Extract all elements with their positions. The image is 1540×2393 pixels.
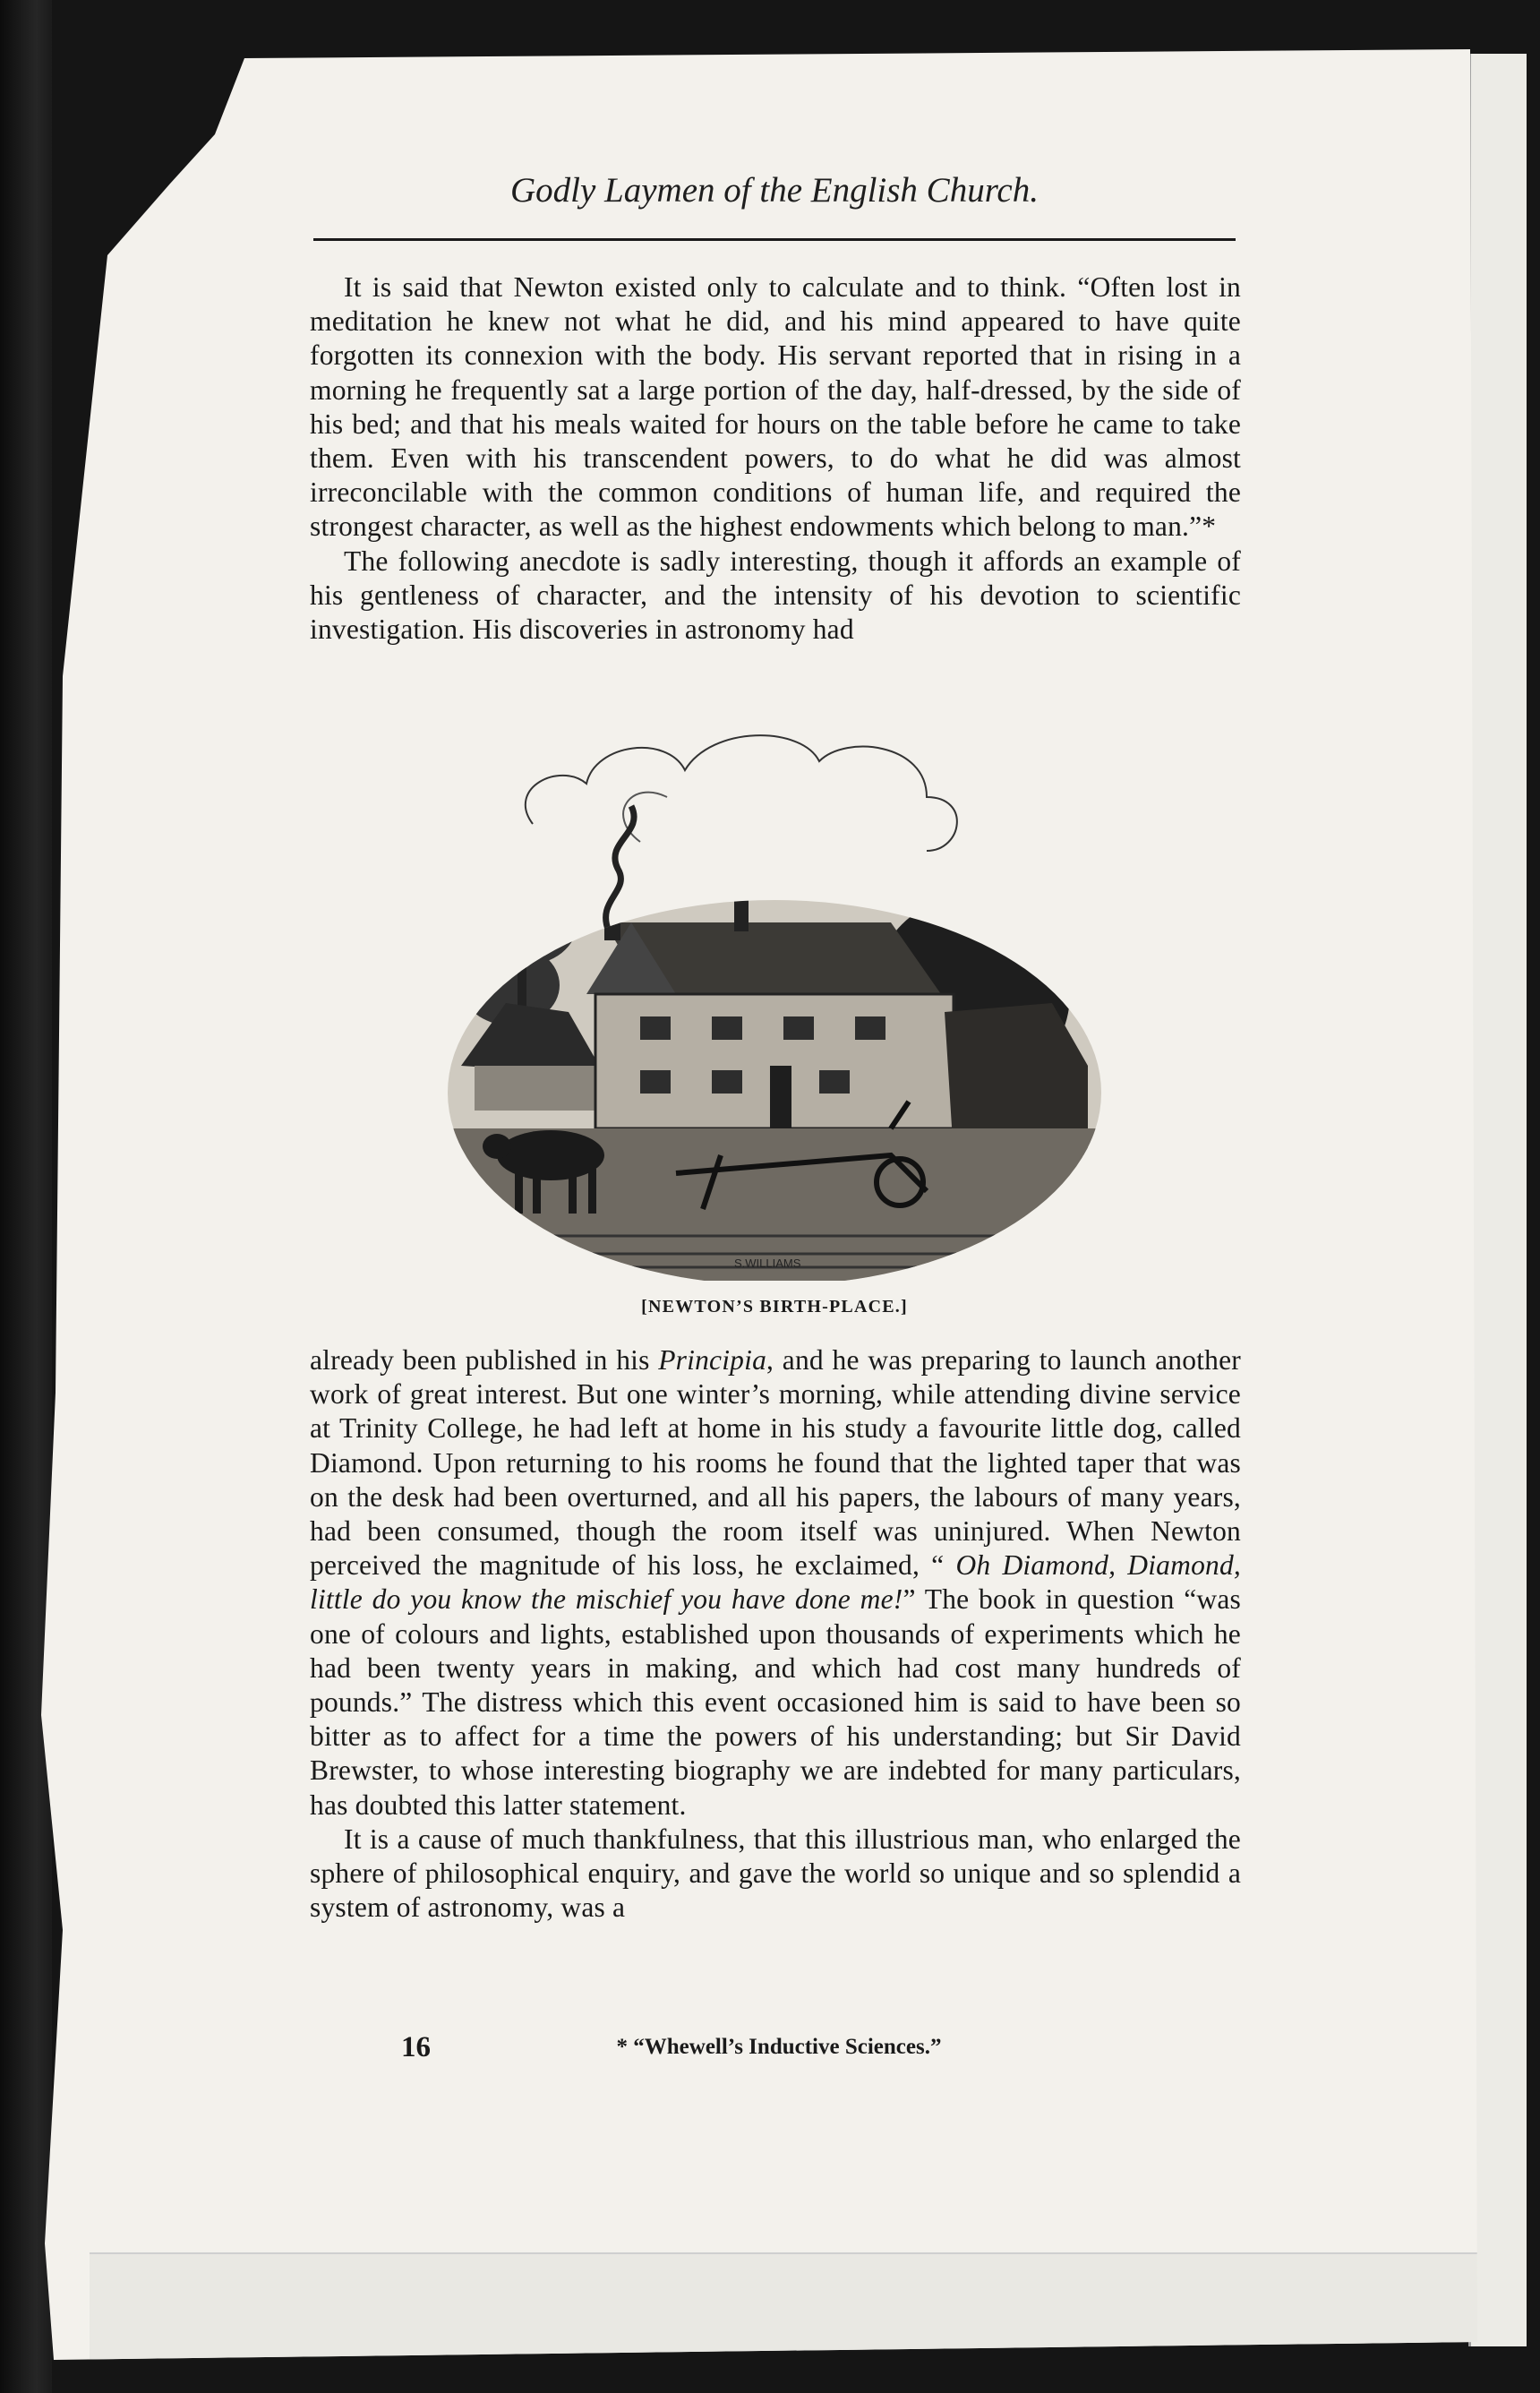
cottage-left-wall — [475, 1066, 600, 1111]
smoke-plume — [606, 806, 635, 931]
running-title: Godly Laymen of the English Church. — [510, 171, 1039, 210]
newton-exclamation: Oh Diamond, Diamond, little do you know the mischief you have done me! — [310, 1549, 1241, 1616]
paragraph-3-part-a: already been published in his — [310, 1344, 659, 1376]
cloud-outline — [526, 735, 957, 851]
paragraph-diamond-anecdote — [310, 1343, 1241, 1823]
text-block-bottom — [310, 1343, 1241, 1925]
page-number: 16 — [401, 2031, 431, 2063]
house-door — [770, 1066, 791, 1128]
scan-left-edge — [0, 0, 52, 2393]
paragraph-3-part-c: ” The book in question “was one of colours and lights, established upon thousands of experiments which he had been twenty years in making, and which had cost many hundreds of pounds.” The distress which this event occasioned him is said to have been so bitter as to affect for a time the powers of his understanding; but Sir David Brewster, to whose interesting biography we are indebted for many particulars, has doubted this latter statement. — [310, 1583, 1241, 1821]
paragraph-anecdote-intro: The following anecdote is sadly interesting, though it affords an example of his gentleness of character, and the intensity of his devotion to scientific investigation. His discoveries in astronomy had — [310, 545, 1241, 646]
footnote: * “Whewell’s Inductive Sciences.” — [616, 2035, 942, 2059]
engraver-signature: S.WILLIAMS — [734, 1257, 801, 1270]
paragraph-thankfulness: It is a cause of much thankfulness, that this illustrious man, who enlarged the sphere of philosophical enquiry, and gave the world so unique and so splendid a system of astronomy, was a — [310, 1823, 1241, 1924]
text-block-top — [310, 270, 1241, 647]
header-rule — [313, 238, 1236, 241]
chimney-right — [734, 891, 749, 931]
page-bottom-fold — [90, 2252, 1504, 2380]
paragraph-3-part-b: , and he was preparing to launch another work of great interest. But one winter’s morning, while attending divine service at Trinity College, he had left at home in his study a favourite little dog, called Diamond. Upon returning to his rooms he found that the lighted taper that was on the desk had been overturned, and all his papers, the labours of many years, had been consumed, though the room itself was uninjured. When Newton perceived the magnitude of his loss, he exclaimed, “ — [310, 1344, 1241, 1582]
paragraph-newton-character: It is said that Newton existed only to calculate and to think. “Often lost in meditation he knew not what he did, and his mind appeared to have quite forgotten its connexion with the body. His servant reported that in rising in a morning he frequently sat a large portion of the day, half-dressed, by the side of his bed; and that his meals waited for hours on the table before he came to take them. Even with his transcendent powers, to do what he did was almost irreconcilable with the common conditions of human life, and required the strongest character, as well as the highest endowments which belong to man.”* — [310, 271, 1241, 543]
principia-title: Principia — [658, 1344, 767, 1376]
illustration-caption: [NEWTON’S BIRTH-PLACE.] — [641, 1297, 908, 1317]
adjacent-page-edge — [1468, 54, 1527, 2346]
newton-birthplace-engraving — [425, 708, 1124, 1281]
